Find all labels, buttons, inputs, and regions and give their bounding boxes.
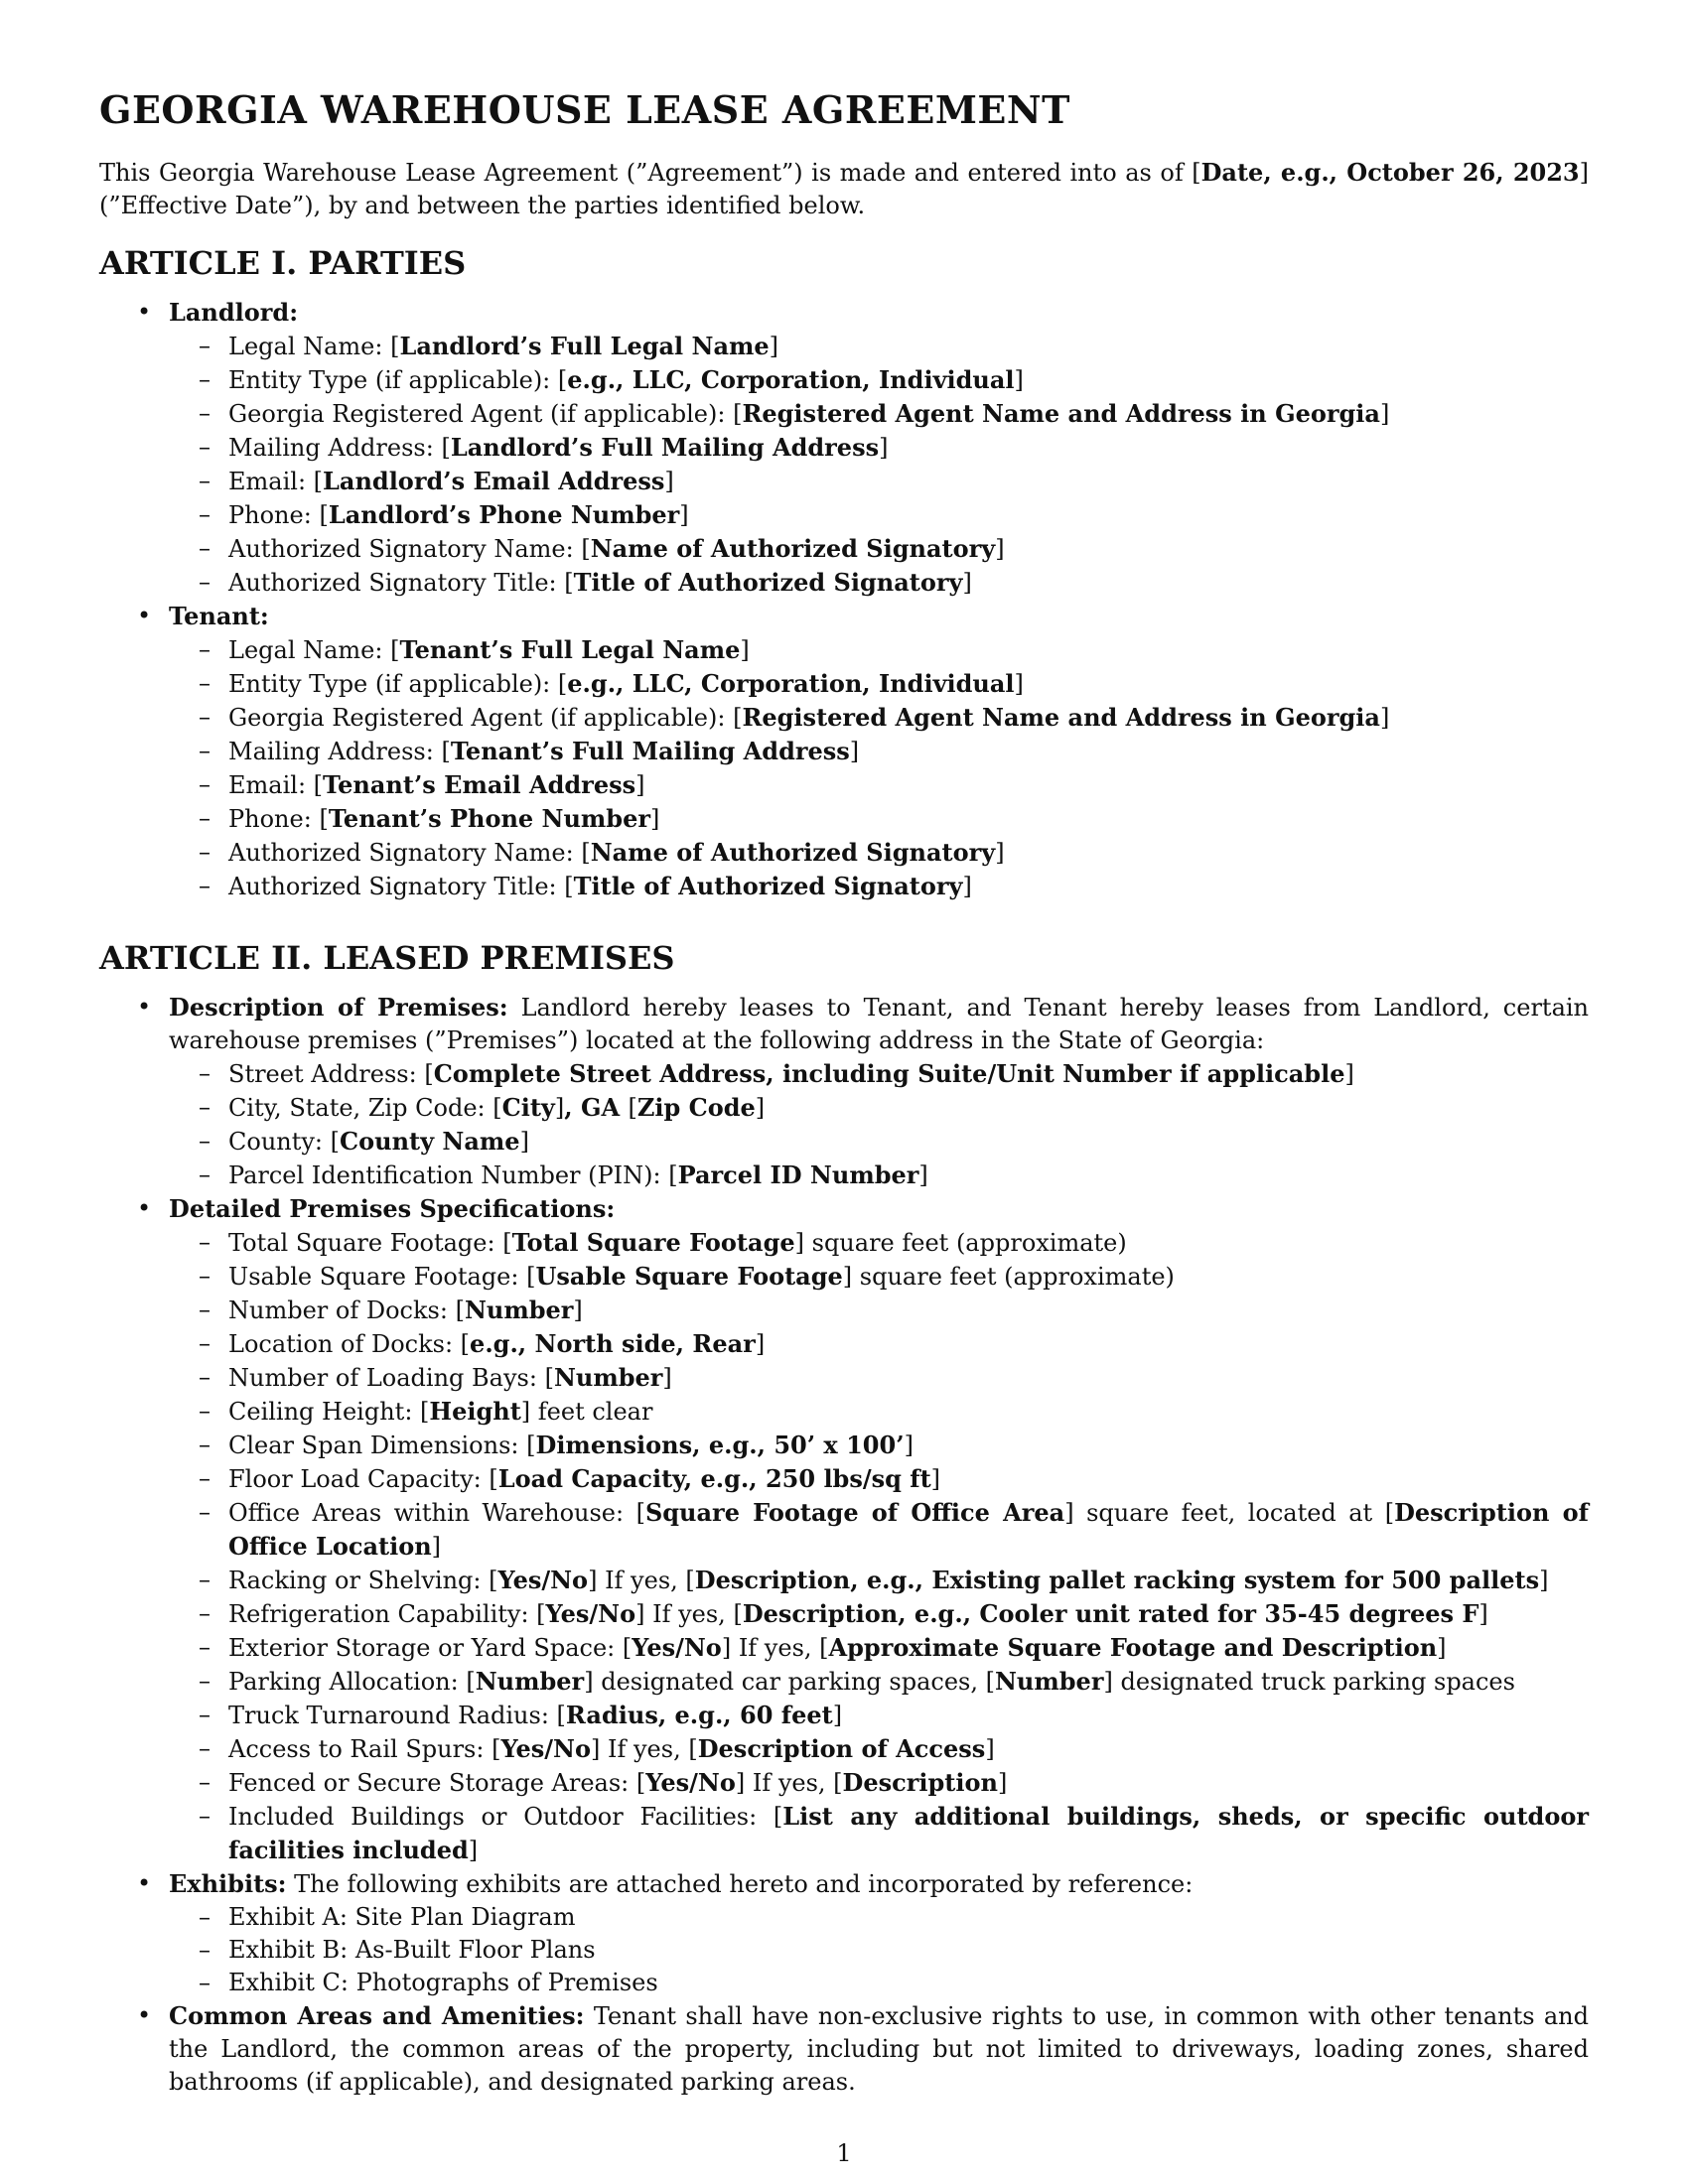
landlord-field: – Legal Name: [Landlord’s Full Legal Name]: [169, 330, 1589, 363]
tenant-field: – Entity Type (if applicable): [e.g., LLC, Corporation, Individual]: [169, 667, 1589, 701]
spec-field: – Number of Loading Bays: [Number]: [169, 1361, 1589, 1395]
spec-field: – Ceiling Height: [Height] feet clear: [169, 1395, 1589, 1429]
tenant-field: – Email: [Tenant’s Email Address]: [169, 768, 1589, 802]
intro-text: This Georgia Warehouse Lease Agreement (”Agreement”) is made and entered into as of: [99, 159, 1193, 187]
effective-date-placeholder: Date, e.g., October 26, 2023: [1200, 158, 1580, 187]
document-page: [99, 87, 1589, 2099]
spec-field: – Refrigeration Capability: [Yes/No] If yes, [Description, e.g., Cooler unit rated for 35-45 degrees F]: [169, 1597, 1589, 1631]
landlord-field: – Authorized Signatory Title: [Title of Authorized Signatory]: [169, 566, 1589, 600]
article-1-heading: ARTICLE I. PARTIES: [99, 244, 467, 282]
exhibit-list: [169, 1901, 1589, 1999]
address-fields: [169, 1057, 1589, 1192]
address-field: – County: [County Name]: [169, 1125, 1589, 1159]
intro-text-end: (”Effective Date”), by and between the parties identified below.: [99, 192, 866, 219]
tenant-fields: [169, 633, 1589, 903]
landlord-field: – Entity Type (if applicable): [e.g., LLC, Corporation, Individual]: [169, 363, 1589, 397]
spec-field: – Racking or Shelving: [Yes/No] If yes, [Description, e.g., Existing pallet racking system for 500 pallets]: [169, 1564, 1589, 1597]
exhibit-item: – Exhibit A: Site Plan Diagram: [169, 1901, 1589, 1934]
spec-field: – Usable Square Footage: [Usable Square Footage] square feet (approximate): [169, 1260, 1589, 1294]
spec-field: – Location of Docks: [e.g., North side, Rear]: [169, 1327, 1589, 1361]
premises-specifications: • Detailed Premises Specifications: – Total Square Footage: [Total Square Footage] square feet (approximate) – Usable Square Footage: [Usable Square Footage] square feet (approximate) – Number of Docks: [Number] – Location of Docks: [e.g., North side, Rear] – Number of Loading Bays: [Number] – Ceiling Height: [Height] feet clear – Clear Span Dimensions: [Dimensions, e.g., 50’ x 100’] – Floor Load Capacity: [Load Capacity, e.g., 250 lbs/sq ft] – Office Areas within Warehouse: [Square Footage of Office Area] square feet, located at [Description of Office Location] – Racking or Shelving: [Yes/No] If yes, [Description, e.g., Existing pallet racking system for 500 pallets] – Refrigeration Capability: [Yes/No] If yes, [Description, e.g., Cooler unit rated for 35-45 degrees F] – Exterior Storage or Yard Space: [Yes/No] If yes, [Approximate Square Footage and Description] – Parking Allocation: [Number] designated car parking spaces, [Number] designated truck parking spaces – Truck Turnaround Radius: [Radius, e.g., 60 feet] – Access to Rail Spurs: [Yes/No] If yes, [Description of Access] – Fenced or Secure Storage Areas: [Yes/No] If yes, [Description] – Included Buildings or Outdoor Facilities: [List any additional buildings, sheds, or specific outdoor facilities included]: [99, 1192, 1589, 1867]
page-number: 1: [836, 2139, 852, 2167]
parties-list: [99, 296, 1589, 903]
landlord-field: – Phone: [Landlord’s Phone Number]: [169, 498, 1589, 532]
spec-field: – Number of Docks: [Number]: [169, 1294, 1589, 1327]
premises-list: [99, 991, 1589, 2099]
spec-field: – Office Areas within Warehouse: [Square Footage of Office Area] square feet, located at [Description of Office Location]: [169, 1496, 1589, 1564]
spec-field: – Access to Rail Spurs: [Yes/No] If yes, [Description of Access]: [169, 1732, 1589, 1766]
address-field: – Street Address: [Complete Street Address, including Suite/Unit Number if applicable]: [169, 1057, 1589, 1091]
spec-field: – Truck Turnaround Radius: [Radius, e.g., 60 feet]: [169, 1699, 1589, 1732]
intro-paragraph: This Georgia Warehouse Lease Agreement (”Agreement”) is made and entered into as of [Date, e.g., October 26, 2023] (”Effective Date”), by and between the parties identified below.: [99, 158, 1589, 219]
common-areas-section: • Common Areas and Amenities: Tenant shall have non-exclusive rights to use, in common with other tenants and the Landlord, the common areas of the property, including but not limited to driveways, loading zones, shared bathrooms (if applicable), and designated parking areas.: [99, 1999, 1589, 2099]
spec-field: – Included Buildings or Outdoor Facilities: [List any additional buildings, sheds, or specific outdoor facilities included]: [169, 1800, 1589, 1867]
landlord-label: Landlord:: [169, 298, 299, 327]
premises-description: • Description of Premises: Landlord hereby leases to Tenant, and Tenant hereby leases from Landlord, certain warehouse premises (”Premises”) located at the following address in the State of Georgia: – Street Address: [Complete Street Address, including Suite/Unit Number if applicable] – City, State, Zip Code: [City], GA [Zip Code] – County: [County Name] – Parcel Identification Number (PIN): [Parcel ID Number]: [99, 991, 1589, 1192]
address-field: – Parcel Identification Number (PIN): [Parcel ID Number]: [169, 1159, 1589, 1192]
tenant-field: – Legal Name: [Tenant’s Full Legal Name]: [169, 633, 1589, 667]
tenant-field: – Phone: [Tenant’s Phone Number]: [169, 802, 1589, 836]
spec-field: – Parking Allocation: [Number] designated car parking spaces, [Number] designated truck parking spaces: [169, 1665, 1589, 1699]
spec-field: – Total Square Footage: [Total Square Footage] square feet (approximate): [169, 1226, 1589, 1260]
tenant-field: – Mailing Address: [Tenant’s Full Mailing Address]: [169, 735, 1589, 768]
tenant-label: Tenant:: [169, 602, 269, 630]
spec-field: – Fenced or Secure Storage Areas: [Yes/No] If yes, [Description]: [169, 1766, 1589, 1800]
spec-fields: [169, 1226, 1589, 1867]
landlord-fields: [169, 330, 1589, 600]
document-title: GEORGIA WAREHOUSE LEASE AGREEMENT: [99, 87, 1070, 132]
exhibits-section: • Exhibits: The following exhibits are attached hereto and incorporated by reference: – Exhibit A: Site Plan Diagram – Exhibit B: As-Built Floor Plans – Exhibit C: Photographs of Premises: [99, 1867, 1589, 1999]
exhibit-item: – Exhibit B: As-Built Floor Plans: [169, 1934, 1589, 1967]
address-field: – City, State, Zip Code: [City], GA [Zip Code]: [169, 1091, 1589, 1125]
exhibit-item: – Exhibit C: Photographs of Premises: [169, 1967, 1589, 1999]
tenant-field: – Authorized Signatory Title: [Title of Authorized Signatory]: [169, 870, 1589, 903]
spec-field: – Floor Load Capacity: [Load Capacity, e.g., 250 lbs/sq ft]: [169, 1462, 1589, 1496]
landlord-field: – Email: [Landlord’s Email Address]: [169, 465, 1589, 498]
tenant-section: [99, 600, 1589, 903]
landlord-field: – Authorized Signatory Name: [Name of Authorized Signatory]: [169, 532, 1589, 566]
spec-field: – Exterior Storage or Yard Space: [Yes/No] If yes, [Approximate Square Footage and Description]: [169, 1631, 1589, 1665]
tenant-field: – Georgia Registered Agent (if applicable): [Registered Agent Name and Address in Georgia]: [169, 701, 1589, 735]
landlord-field: – Georgia Registered Agent (if applicable): [Registered Agent Name and Address in Georgia]: [169, 397, 1589, 431]
tenant-field: – Authorized Signatory Name: [Name of Authorized Signatory]: [169, 836, 1589, 870]
landlord-field: – Mailing Address: [Landlord’s Full Mailing Address]: [169, 431, 1589, 465]
article-2-heading: ARTICLE II. LEASED PREMISES: [99, 939, 675, 977]
spec-field: – Clear Span Dimensions: [Dimensions, e.g., 50’ x 100’]: [169, 1429, 1589, 1462]
landlord-section: [99, 296, 1589, 600]
